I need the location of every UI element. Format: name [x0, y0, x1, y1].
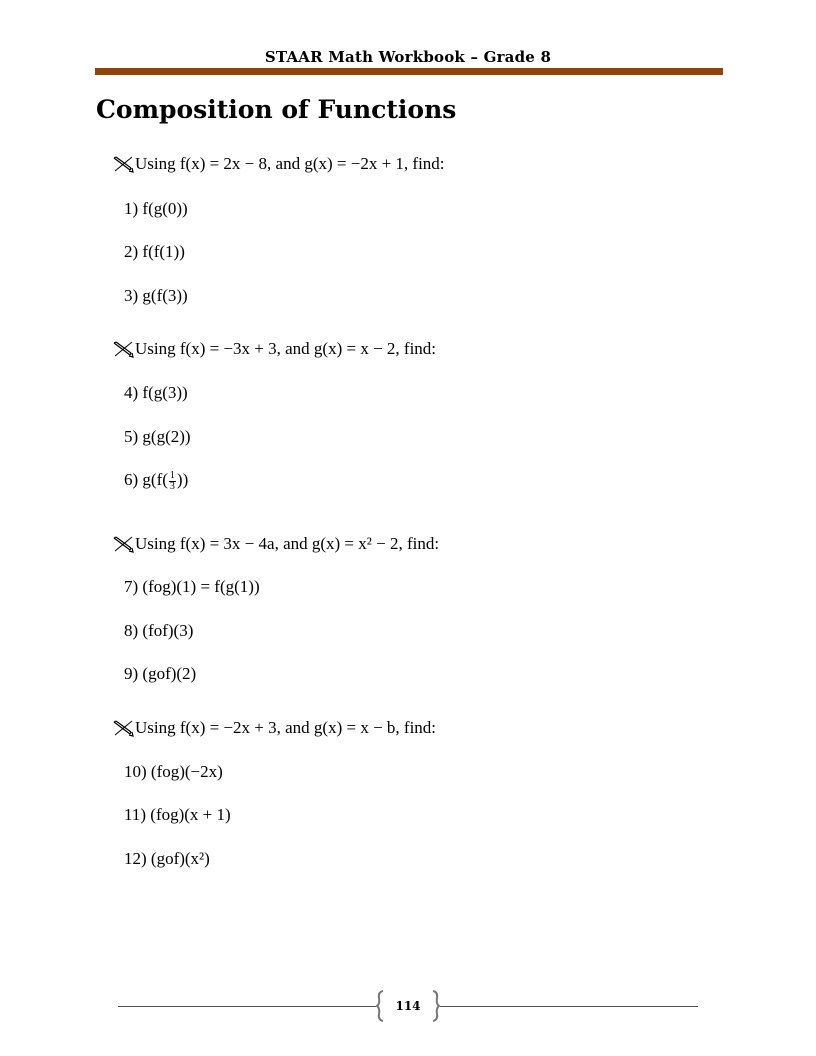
left-brace-icon — [376, 990, 384, 1022]
problem-item: 3) g(f(3)) — [124, 286, 188, 305]
fraction-prefix: 6) g(f( — [124, 470, 168, 489]
problem-item: 1) f(g(0)) — [124, 199, 188, 218]
fraction-denominator: 3 — [169, 480, 175, 492]
header-title: STAAR Math Workbook – Grade 8 — [264, 48, 552, 66]
section-2-prompt — [112, 339, 436, 359]
prompt-text: Using f(x) = −3x + 3, and g(x) = x − 2, find: — [135, 339, 437, 358]
footer-rule-right — [440, 1006, 698, 1007]
problem-item: 9) (gof)(2) — [124, 664, 197, 683]
prompt-text: Using f(x) = 2x − 8, and g(x) = −2x + 1, find: — [135, 154, 445, 173]
pencil-icon — [112, 340, 134, 358]
section-1-prompt — [112, 154, 445, 174]
footer-rule-left — [118, 1006, 376, 1007]
problem-item: 12) (gof)(x²) — [124, 849, 210, 868]
problem-item: 4) f(g(3)) — [124, 383, 188, 402]
pencil-icon — [112, 155, 134, 173]
problem-item-fraction — [124, 470, 188, 492]
section-4-prompt — [112, 718, 436, 738]
pencil-icon — [112, 719, 134, 737]
pencil-icon — [112, 535, 134, 553]
problem-item: 10) (fog)(−2x) — [124, 762, 223, 781]
problem-item: 8) (fof)(3) — [124, 621, 194, 640]
problem-item: 5) g(g(2)) — [124, 427, 191, 446]
page-heading: Composition of Functions — [96, 95, 457, 124]
problem-item: 2) f(f(1)) — [124, 242, 185, 261]
header-rule — [95, 68, 723, 75]
prompt-text: Using f(x) = 3x − 4a, and g(x) = x² − 2, find: — [135, 534, 440, 553]
fraction-numerator: 1 — [169, 469, 175, 481]
problem-item: 7) (fog)(1) = f(g(1)) — [124, 577, 260, 596]
fraction — [169, 471, 176, 492]
right-brace-icon — [432, 990, 440, 1022]
section-3-prompt — [112, 534, 439, 554]
fraction-suffix: )) — [176, 470, 189, 489]
page-number: 114 — [395, 999, 421, 1013]
prompt-text: Using f(x) = −2x + 3, and g(x) = x − b, find: — [135, 718, 437, 737]
problem-item: 11) (fog)(x + 1) — [124, 805, 231, 824]
